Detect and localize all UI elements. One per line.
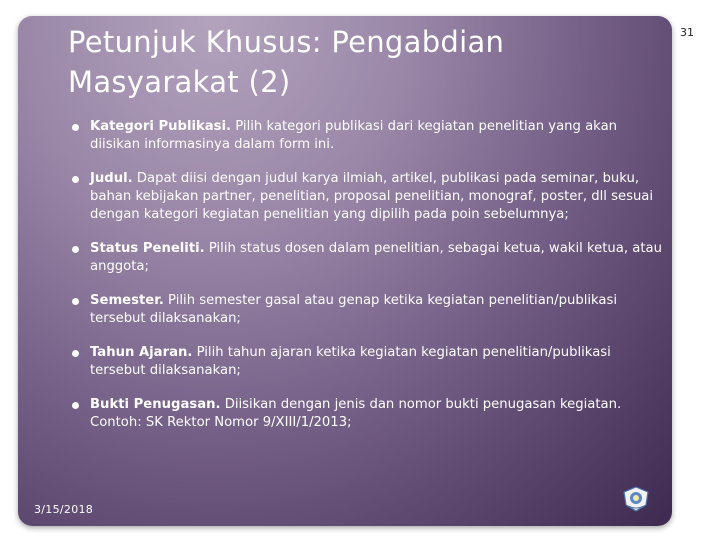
- slide-date: 3/15/2018: [34, 503, 94, 516]
- bullet-bukti-penugasan: [72, 396, 662, 432]
- bullet-status-peneliti: [72, 240, 662, 276]
- bullet-term: Judul.: [90, 171, 133, 186]
- bullet-term: Bukti Penugasan.: [90, 397, 221, 412]
- bullet-text: Pilih semester gasal atau genap ketika kegiatan penelitian/publikasi tersebut dilaksanakan;: [90, 293, 618, 326]
- bullet-term: Status Peneliti.: [90, 241, 205, 256]
- university-logo-icon: [622, 486, 650, 512]
- bullet-text: Diisikan dengan jenis dan nomor bukti penugasan kegiatan. Contoh: SK Rektor Nomor 9/XIII/1/2013;: [90, 397, 622, 430]
- bullet-dot-icon: [72, 350, 79, 357]
- title-line-1: Petunjuk Khusus: Pengabdian: [68, 25, 505, 59]
- bullet-text: Pilih tahun ajaran ketika kegiatan kegiatan penelitian/publikasi tersebut dilaksanakan;: [90, 345, 611, 378]
- slide-title: [68, 22, 628, 102]
- bullet-tahun-ajaran: [72, 344, 662, 380]
- bullet-text: Pilih status dosen dalam penelitian, sebagai ketua, wakil ketua, atau anggota;: [90, 241, 662, 274]
- bullet-dot-icon: [72, 298, 79, 305]
- title-line-2: Masyarakat (2): [68, 65, 291, 99]
- bullet-dot-icon: [72, 176, 79, 183]
- bullet-term: Kategori Publikasi.: [90, 119, 232, 134]
- page-number: 31: [680, 26, 694, 39]
- bullet-dot-icon: [72, 402, 79, 409]
- bullet-term: Tahun Ajaran.: [90, 345, 193, 360]
- bullet-text: Dapat diisi dengan judul karya ilmiah, artikel, publikasi pada seminar, buku, bahan kebijakan partner, penelitian, proposal penelitian, monograf, poster, dll sesuai dengan kategori kegiatan penelitian yang dipilih pada poin sebelumnya;: [90, 171, 654, 222]
- bullet-term: Semester.: [90, 293, 164, 308]
- bullet-kategori-publikasi: [72, 118, 662, 154]
- bullet-text: Pilih kategori publikasi dari kegiatan penelitian yang akan diisikan informasinya dalam form ini.: [90, 119, 618, 152]
- bullet-dot-icon: [72, 124, 79, 131]
- bullet-dot-icon: [72, 246, 79, 253]
- bullet-semester: [72, 292, 662, 328]
- bullet-judul: [72, 170, 662, 224]
- bullet-list: [72, 118, 662, 448]
